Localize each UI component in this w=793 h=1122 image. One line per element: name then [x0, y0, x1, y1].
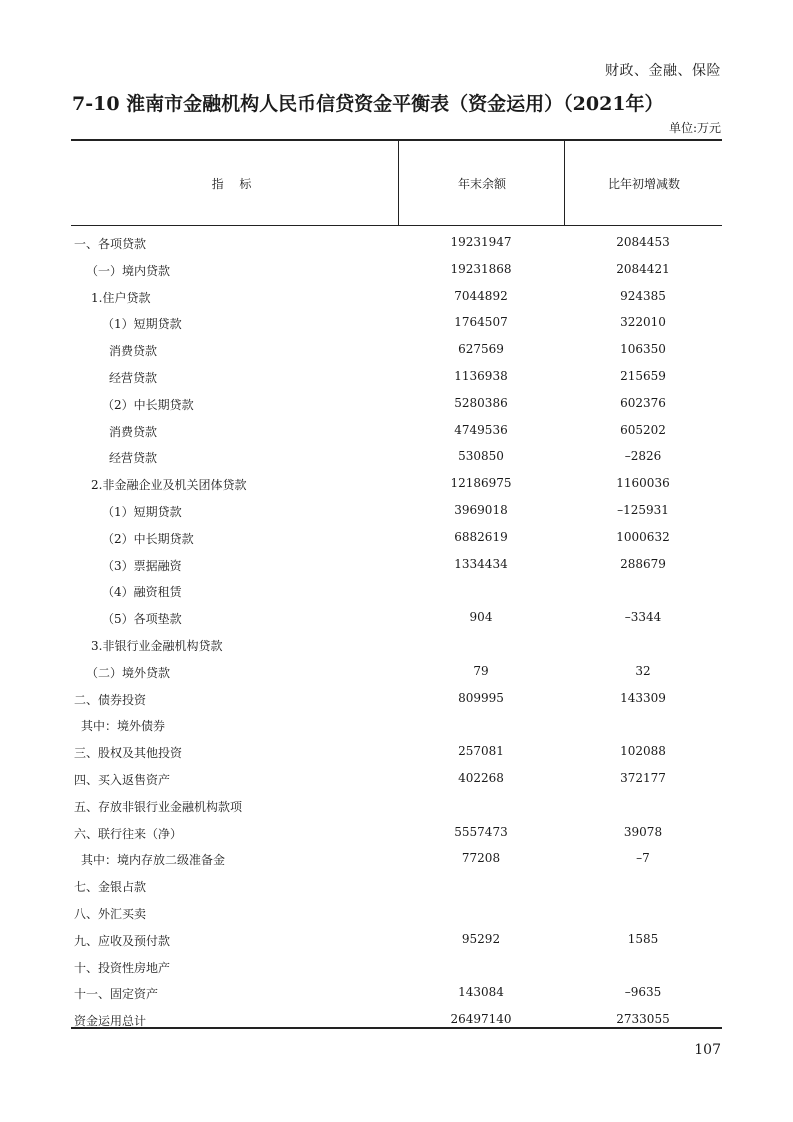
- table-row: [71, 389, 722, 416]
- row-label: 经营贷款: [109, 451, 158, 466]
- change-cell: 322010: [620, 315, 666, 330]
- row-label: 其中：境内存放二级准备金: [81, 853, 226, 868]
- change-cell: 215659: [620, 368, 666, 383]
- table-row: [71, 925, 722, 952]
- table-header: [71, 139, 722, 226]
- change-cell: –125931: [617, 502, 669, 517]
- year-end-balance-cell: 19231947: [450, 235, 512, 249]
- row-label: （2）中长期贷款: [102, 531, 194, 546]
- row-label: 九、应收及预付款: [74, 933, 171, 948]
- table-row: [71, 952, 722, 979]
- year-end-balance-cell: 1136938: [454, 368, 508, 383]
- year-end-balance-cell: 6882619: [454, 529, 508, 544]
- section-label: 财政、金融、保险: [605, 63, 721, 79]
- table-row: [71, 764, 722, 791]
- year-end-balance-cell: 77208: [461, 851, 501, 866]
- year-end-balance-cell: 257081: [458, 744, 504, 759]
- row-label: 2.非金融企业及机关团体贷款: [91, 478, 247, 493]
- table-row: [71, 228, 722, 255]
- table-body: [71, 228, 722, 1032]
- table-row: [71, 282, 722, 309]
- change-cell: 32: [635, 663, 651, 678]
- row-label: 七、金银占款: [74, 880, 147, 895]
- table-row: [71, 255, 722, 282]
- change-cell: 102088: [620, 744, 666, 759]
- change-cell: 143309: [620, 690, 666, 705]
- table-row: [71, 898, 722, 925]
- change-cell: 106350: [620, 342, 666, 357]
- row-label: （二）境外贷款: [86, 665, 171, 680]
- change-cell: –7: [636, 851, 650, 866]
- change-cell: 372177: [620, 770, 666, 785]
- table-row: [71, 550, 722, 577]
- year-end-balance-cell: 402268: [458, 770, 504, 785]
- header-change-since-start: 比年初增减数: [564, 141, 723, 225]
- table-row: [71, 630, 722, 657]
- change-cell: 2733055: [616, 1012, 670, 1027]
- row-label: 四、买入返售资产: [74, 772, 171, 787]
- table-row: [71, 416, 722, 443]
- row-label: （2）中长期贷款: [102, 397, 194, 412]
- table-row: [71, 603, 722, 630]
- row-label: 资金运用总计: [74, 1014, 147, 1029]
- row-label: （5）各项垫款: [102, 612, 182, 627]
- row-label: （3）票据融资: [102, 558, 182, 573]
- change-cell: –9635: [624, 985, 662, 1000]
- table-row: [71, 710, 722, 737]
- row-label: 经营贷款: [109, 370, 158, 385]
- table-row: [71, 442, 722, 469]
- change-cell: 288679: [620, 556, 666, 571]
- table-row: [71, 523, 722, 550]
- row-label: （1）短期贷款: [102, 317, 182, 332]
- row-label: 其中：境外债券: [81, 719, 166, 734]
- change-cell: 1160036: [616, 476, 670, 491]
- year-end-balance-cell: 904: [469, 610, 493, 625]
- row-label: （4）融资租赁: [102, 585, 182, 600]
- table-row: [71, 871, 722, 898]
- change-cell: 39078: [623, 824, 663, 839]
- row-label: 二、债券投资: [74, 692, 147, 707]
- table-row: [71, 576, 722, 603]
- year-end-balance-cell: 530850: [458, 449, 504, 464]
- row-label: （1）短期贷款: [102, 504, 182, 519]
- change-cell: 1585: [627, 931, 659, 946]
- table-row: [71, 496, 722, 523]
- row-label: 三、股权及其他投资: [74, 746, 183, 761]
- row-label: 3.非银行业金融机构贷款: [91, 638, 223, 653]
- year-end-balance-cell: 5557473: [454, 824, 508, 839]
- row-label: 一、各项贷款: [74, 237, 147, 251]
- year-end-balance-cell: 12186975: [450, 476, 512, 491]
- change-cell: 2084453: [616, 235, 670, 249]
- row-label: 六、联行往来（净）: [74, 826, 183, 841]
- header-indicator: 指 标: [211, 176, 258, 191]
- table-row: [71, 844, 722, 871]
- row-label: 十一、固定资产: [74, 987, 159, 1002]
- year-end-balance-cell: 143084: [458, 985, 504, 1000]
- year-end-balance-cell: 3969018: [454, 502, 508, 517]
- table-row: [71, 684, 722, 711]
- bottom-rule: [71, 1027, 722, 1029]
- change-cell: 605202: [620, 422, 666, 437]
- year-end-balance-cell: 7044892: [454, 288, 508, 303]
- balance-table: [71, 139, 722, 1032]
- row-label: 消费贷款: [109, 344, 158, 359]
- year-end-balance-cell: 1334434: [454, 556, 508, 571]
- row-label: 五、存放非银行业金融机构款项: [74, 799, 243, 814]
- row-label: 八、外汇买卖: [74, 906, 147, 921]
- row-label: （一）境内贷款: [86, 263, 171, 278]
- year-end-balance-cell: 1764507: [454, 315, 508, 330]
- table-row: [71, 791, 722, 818]
- table-row: [71, 978, 722, 1005]
- page-title: 7-10 淮南市金融机构人民币信贷资金平衡表（资金运用）（2021年）: [72, 93, 664, 115]
- table-row: [71, 362, 722, 389]
- header-year-end-balance: 年末余额: [398, 141, 565, 225]
- year-end-balance-cell: 19231868: [450, 261, 512, 276]
- change-cell: 1000632: [616, 529, 670, 544]
- change-cell: –2826: [624, 449, 662, 464]
- row-label: 消费贷款: [109, 424, 158, 439]
- year-end-balance-cell: 79: [473, 663, 489, 678]
- year-end-balance-cell: 4749536: [454, 422, 508, 437]
- year-end-balance-cell: 627569: [458, 342, 504, 357]
- table-row: [71, 657, 722, 684]
- table-row: [71, 335, 722, 362]
- change-cell: 602376: [620, 395, 666, 410]
- year-end-balance-cell: 26497140: [450, 1012, 512, 1027]
- row-label: 十、投资性房地产: [74, 960, 171, 975]
- table-row: [71, 737, 722, 764]
- page-number: 107: [694, 1042, 721, 1058]
- change-cell: 924385: [620, 288, 666, 303]
- row-label: 1.住户贷款: [91, 290, 151, 305]
- year-end-balance-cell: 95292: [461, 931, 501, 946]
- table-row: [71, 818, 722, 845]
- year-end-balance-cell: 809995: [458, 690, 504, 705]
- year-end-balance-cell: 5280386: [454, 395, 508, 410]
- table-row: [71, 308, 722, 335]
- table-row: [71, 469, 722, 496]
- change-cell: –3344: [624, 610, 662, 625]
- unit-label: 单位:万元: [668, 121, 721, 135]
- change-cell: 2084421: [616, 261, 670, 276]
